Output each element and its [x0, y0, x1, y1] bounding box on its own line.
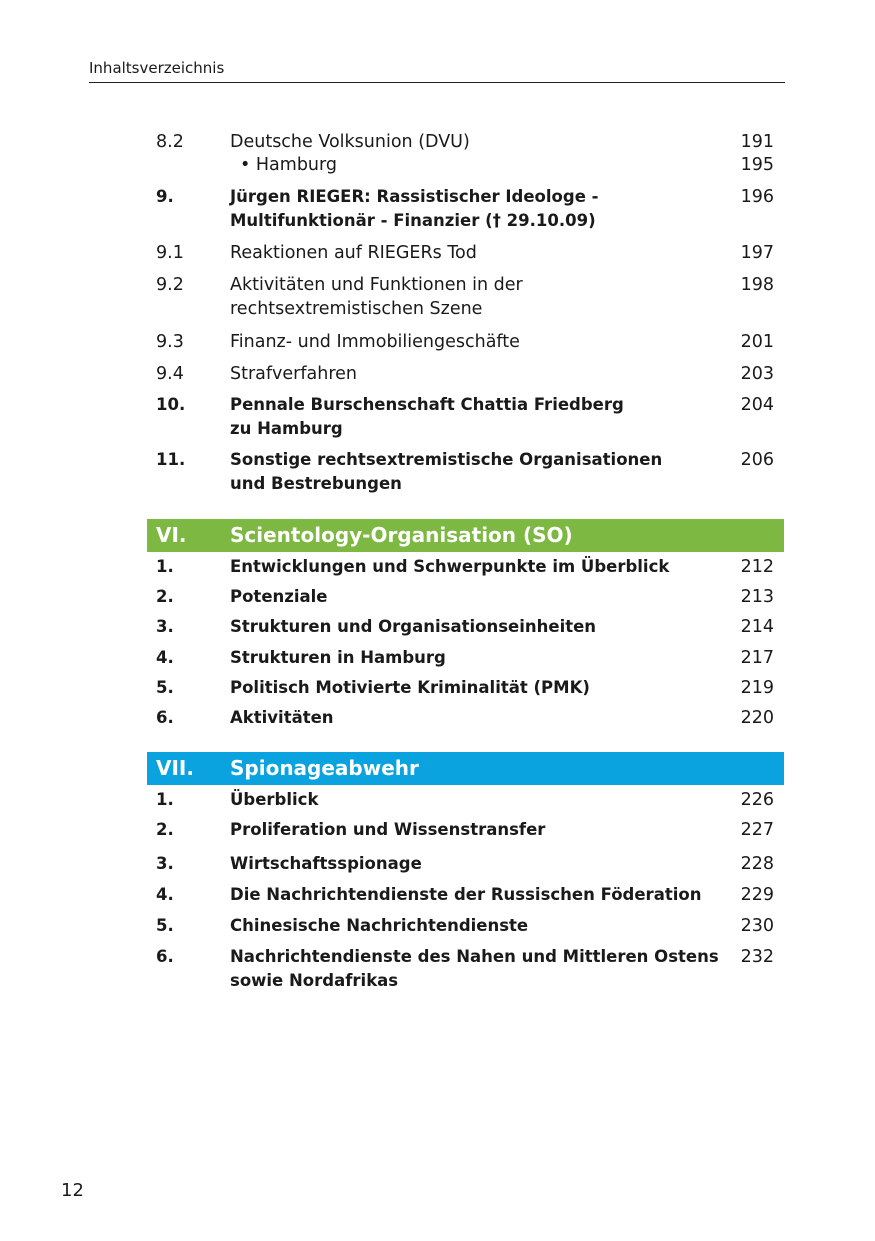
- entry-title: Aktivitäten: [230, 708, 334, 727]
- section-number: VI.: [156, 523, 187, 547]
- section-title: Spionageabwehr: [230, 756, 419, 780]
- entry-number: 5.: [156, 678, 174, 697]
- entry-title: Reaktionen auf RIEGERs Tod: [230, 243, 477, 263]
- entry-page: 230: [740, 916, 774, 936]
- entry-title: Finanz- und Immobiliengeschäfte: [230, 332, 520, 352]
- entry-number: 9.3: [156, 332, 184, 352]
- entry-number: 6.: [156, 708, 174, 727]
- entry-title: Chinesische Nachrichtendienste: [230, 916, 529, 935]
- running-header: [89, 58, 785, 83]
- section-title: Scientology-Organisation (SO): [230, 523, 573, 547]
- entry-page: 206: [740, 450, 774, 470]
- entry-number: 6.: [156, 947, 174, 966]
- entry-page: 232: [740, 947, 774, 967]
- entry-number: 10.: [156, 395, 186, 414]
- entry-number: 1.: [156, 790, 174, 809]
- entry-page: 219: [740, 678, 774, 698]
- entry-number: 11.: [156, 450, 186, 469]
- entry-page: 197: [740, 243, 774, 263]
- entry-number: 8.2: [156, 132, 184, 152]
- entry-number: 3.: [156, 854, 174, 873]
- entry-title: Strukturen und Organisationseinheiten: [230, 617, 597, 636]
- entry-number: 9.2: [156, 275, 184, 295]
- entry-title: • Hamburg: [240, 155, 338, 175]
- entry-title: Überblick: [230, 790, 319, 809]
- section-header-spionageabwehr: [147, 752, 784, 785]
- entry-page: 191: [740, 132, 774, 152]
- header-title: Inhaltsverzeichnis: [89, 59, 225, 77]
- entry-page: 201: [740, 332, 774, 352]
- entry-title: Entwicklungen und Schwerpunkte im Überblick: [230, 557, 670, 576]
- entry-number: 1.: [156, 557, 174, 576]
- entry-number: 9.1: [156, 243, 184, 263]
- entry-page: 196: [740, 187, 774, 207]
- entry-page: 227: [740, 820, 774, 840]
- entry-title: Aktivitäten und Funktionen in der rechtsextremistischen Szene: [230, 275, 523, 319]
- entry-number: 5.: [156, 916, 174, 935]
- entry-title: Potenziale: [230, 587, 328, 606]
- entry-title: Die Nachrichtendienste der Russischen Föderation: [230, 885, 702, 904]
- entry-page: 214: [740, 617, 774, 637]
- entry-page: 228: [740, 854, 774, 874]
- entry-number: 2.: [156, 820, 174, 839]
- entry-title: Strafverfahren: [230, 364, 358, 384]
- page-number: 12: [61, 1180, 84, 1201]
- entry-title: Nachrichtendienste des Nahen und Mittleren Ostens sowie Nordafrikas: [230, 947, 719, 990]
- entry-title: Pennale Burschenschaft Chattia Friedberg zu Hamburg: [230, 395, 624, 438]
- entry-page: 203: [740, 364, 774, 384]
- entry-title: Strukturen in Hamburg: [230, 648, 446, 667]
- entry-number: 9.: [156, 187, 174, 206]
- entry-title: Proliferation und Wissenstransfer: [230, 820, 546, 839]
- entry-page: 217: [740, 648, 774, 668]
- entry-page: 220: [740, 708, 774, 728]
- entry-title: Sonstige rechtsextremistische Organisationen und Bestrebungen: [230, 450, 663, 493]
- entry-page: 229: [740, 885, 774, 905]
- entry-title: Politisch Motivierte Kriminalität (PMK): [230, 678, 590, 697]
- entry-page: 204: [740, 395, 774, 415]
- section-number: VII.: [156, 756, 194, 780]
- entry-title: Deutsche Volksunion (DVU): [230, 132, 470, 152]
- entry-number: 4.: [156, 885, 174, 904]
- entry-title: Wirtschaftsspionage: [230, 854, 422, 873]
- entry-number: 3.: [156, 617, 174, 636]
- entry-page: 213: [740, 587, 774, 607]
- entry-page: 212: [740, 557, 774, 577]
- entry-page: 226: [740, 790, 774, 810]
- section-header-scientology: [147, 519, 784, 552]
- entry-page: 195: [740, 155, 774, 175]
- entry-number: 9.4: [156, 364, 184, 384]
- entry-page: 198: [740, 275, 774, 295]
- entry-title: Jürgen RIEGER: Rassistischer Ideologe - Multifunktionär - Finanzier († 29.10.09): [230, 187, 599, 230]
- entry-number: 2.: [156, 587, 174, 606]
- entry-number: 4.: [156, 648, 174, 667]
